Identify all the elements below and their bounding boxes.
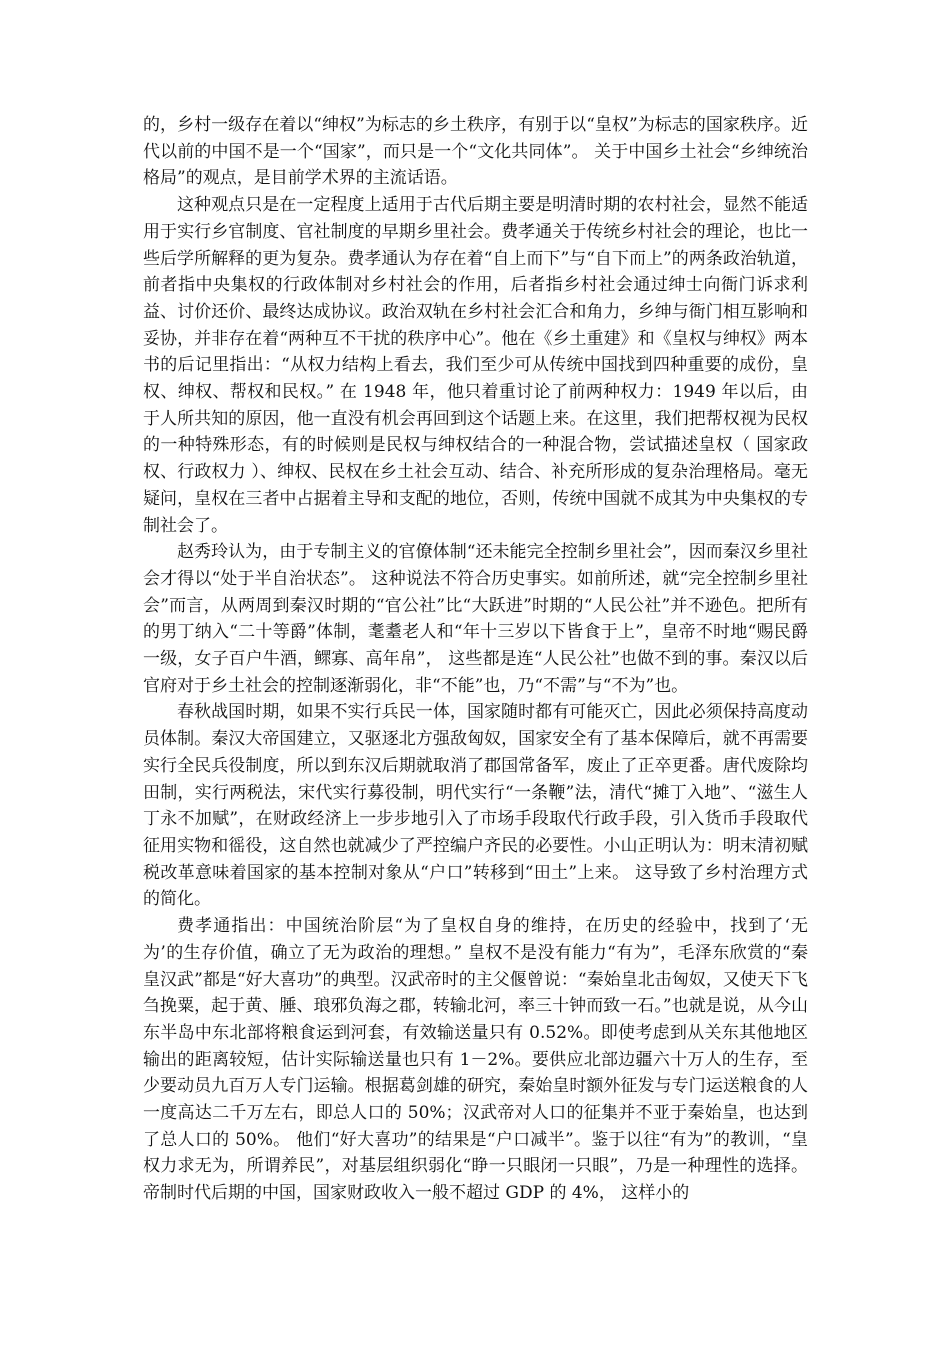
- paragraph-zhao-xiuling: 赵秀玲认为，由于专制主义的官僚体制“还未能完全控制乡里社会”，因而秦汉乡里社会才得以“处于半自治状态”。 这种说法不符合历史事实。如前所述，就“完全控制乡里社会”而言，从两周到秦汉时期的“官公社”比“大跃进”时期的“人民公社”并不逊色。把所有的男丁纳入“二十等爵”体制，耄耋老人和“年十三岁以下皆食于上”，皇帝不时地“赐民爵一级，女子百户牛酒，鳏寡、高年帛”， 这些都是连“人民公社”也做不到的事。秦汉以后官府对于乡土社会的控制逐渐弱化，非“不能”也，乃“不需”与“不为”也。: [143, 542, 808, 696]
- paragraph-wuwei-politics: 费孝通指出：中国统治阶层“为了皇权自身的维持，在历史的经验中，找到了‘无为’的生存价值，确立了无为政治的理想。” 皇权不是没有能力“有为”，毛泽东欣赏的“秦皇汉武”都是“好大喜功”的典型。汉武帝时的主父偃曾说：“秦始皇北击匈奴，又使天下飞刍挽粟，起于黄、腄、琅邪负海之郡，转输北河，率三十钟而致一石。”也就是说，从今山东半岛中东北部将粮食运到河套，有效输送量只有 0.52%。即使考虑到从关东其他地区输出的距离较短，估计实际输送量也只有 1－2%。要供应北部边疆六十万人的生存，至少要动员九百万人专门运输。根据葛剑雄的研究，秦始皇时额外征发与专门运送粮食的人一度高达二千万左右，即总人口的 50%；汉武帝对人口的征集并不亚于秦始皇，也达到了总人口的 50%。 他们“好大喜功”的结果是“户口减半”。鉴于以往“有为”的教训，“皇权力求无为，所谓养民”，对基层组织弱化“睁一只眼闭一只眼”，乃是一种理性的选择。帝制时代后期的中国，国家财政收入一般不超过 GDP 的 4%， 这样小的: [143, 916, 808, 1204]
- paragraph-continuation: 的，乡村一级存在着以“绅权”为标志的乡土秩序，有别于以“皇权”为标志的国家秩序。近代以前的中国不是一个“国家”，而只是一个“文化共同体”。 关于中国乡土社会“乡绅统治格局”的观点，是目前学术界的主流话语。: [143, 115, 808, 189]
- paragraph-spring-autumn: 春秋战国时期，如果不实行兵民一体，国家随时都有可能灭亡，因此必须保持高度动员体制。秦汉大帝国建立，又驱逐北方强敌匈奴，国家安全有了基本保障后，就不再需要实行全民兵役制度，所以到东汉后期就取消了郡国常备军，废止了正卒更番。唐代废除均田制，实行两税法，宋代实行募役制，明代实行“一条鞭”法，清代“摊丁入地”、“滋生人丁永不加赋”，在财政经济上一步步地引入了市场手段取代行政手段，引入货币手段取代征用实物和徭役，这自然也就减少了严控编户齐民的必要性。小山正明认为：明末清初赋税改革意味着国家的基本控制对象从“户口”转移到“田土”上来。 这导致了乡村治理方式的简化。: [143, 702, 808, 910]
- paragraph-fei-xiaotong-dual-track: 这种观点只是在一定程度上适用于古代后期主要是明清时期的农村社会，显然不能适用于实行乡官制度、官社制度的早期乡里社会。费孝通关于传统乡村社会的理论，也比一些后学所解释的更为复杂。费孝通认为存在着“自上而下”与“自下而上”的两条政治轨道，前者指中央集权的行政体制对乡村社会的作用，后者指乡村社会通过绅士向衙门诉求利益、讨价还价、最终达成协议。政治双轨在乡村社会汇合和角力，乡绅与衙门相互影响和妥协，并非存在着“两种互不干扰的秩序中心”。他在《乡土重建》和《皇权与绅权》两本书的后记里指出：“从权力结构上看去，我们至少可从传统中国找到四种重要的成份，皇权、绅权、帮权和民权。” 在 1948 年，他只着重讨论了前两种权力：1949 年以后，由于人所共知的原因，他一直没有机会再回到这个话题上来。在这里，我们把帮权视为民权的一种特殊形态，有的时候则是民权与绅权结合的一种混合物，尝试描述皇权（ 国家政权、行政权力 ）、绅权、民权在乡土社会互动、结合、补充所形成的复杂治理格局。毫无疑问，皇权在三者中占据着主导和支配的地位，否则，传统中国就不成其为中央集权的专制社会了。: [143, 195, 808, 536]
- document-page: [143, 112, 808, 1207]
